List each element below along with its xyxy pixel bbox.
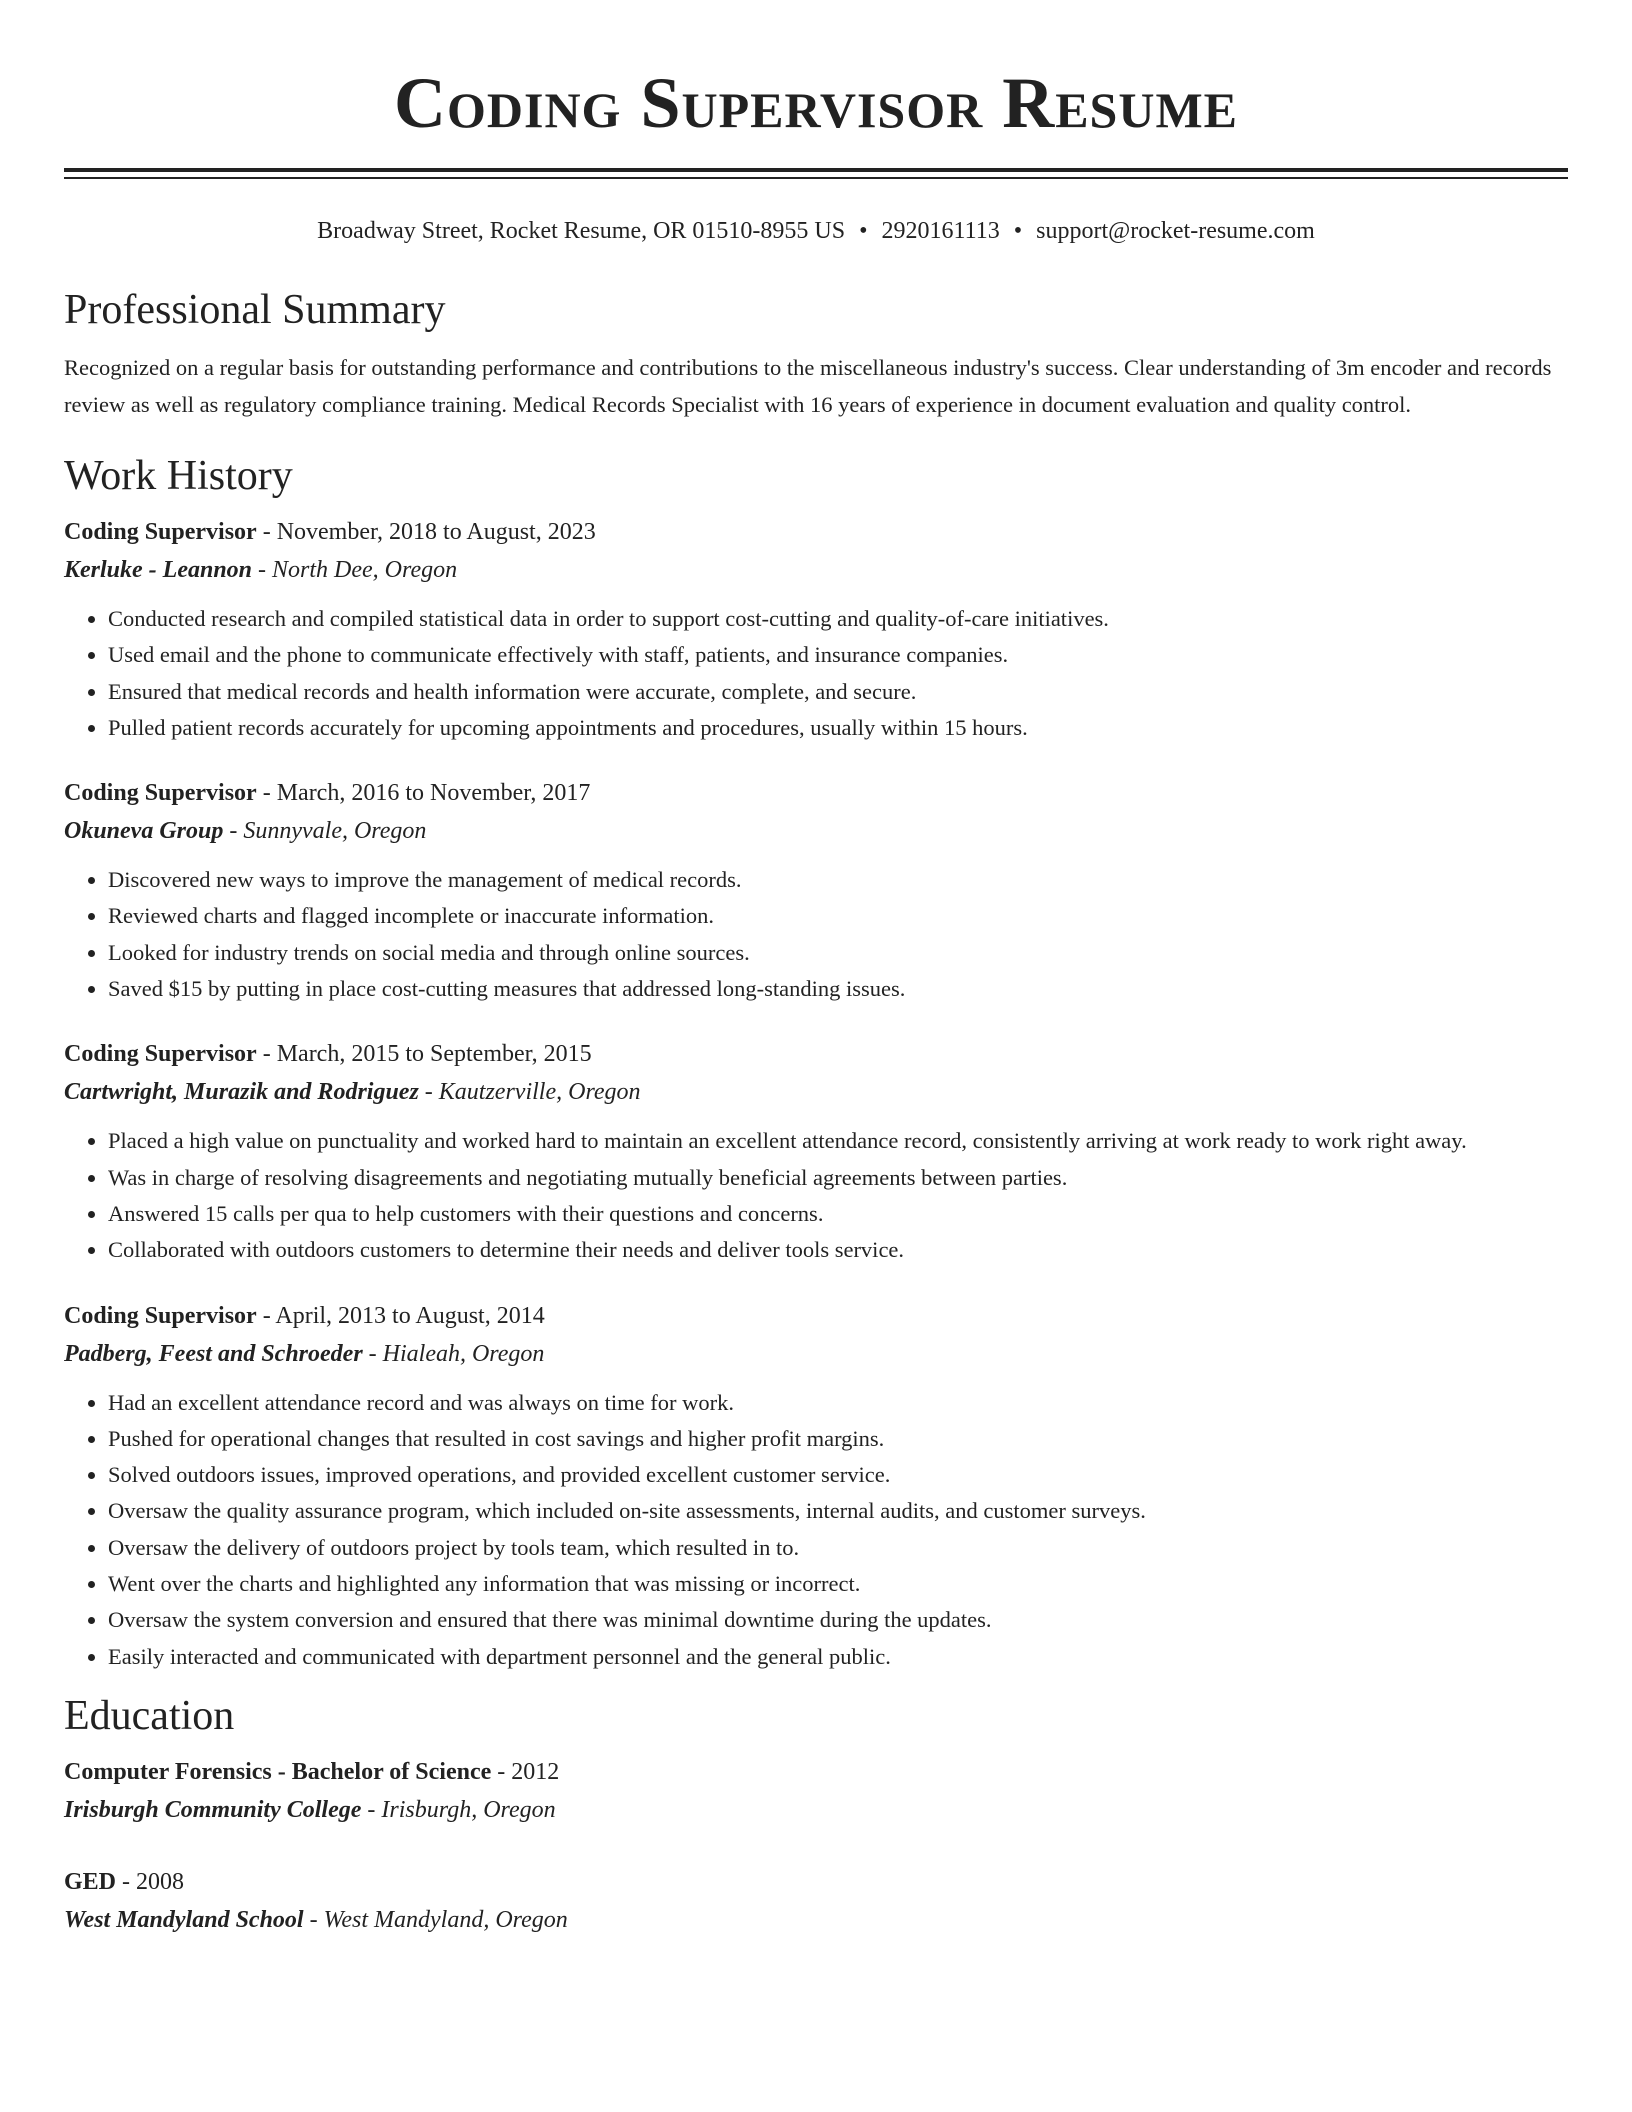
job-title-line (64, 513, 1568, 551)
degree-name: GED (64, 1868, 117, 1895)
contact-address: Broadway Street, Rocket Resume, OR 01510-8955 US (317, 218, 846, 244)
job-bullet: • Easily interacted and communicated with department personnel and the general public. (108, 1639, 1568, 1675)
job-bullets (64, 862, 1568, 1007)
job-dates: - March, 2015 to September, 2015 (256, 1041, 592, 1068)
company-location: - North Dee, Oregon (252, 557, 458, 583)
job-bullet: • Pulled patient records accurately for upcoming appointments and procedures, usually within 15 hours. (108, 710, 1568, 746)
job-entry (64, 513, 1568, 746)
job-bullet: • Conducted research and compiled statistical data in order to support cost-cutting and quality-of-care initiatives. (108, 601, 1568, 637)
job-bullets (64, 1385, 1568, 1675)
company-line (64, 551, 1568, 589)
job-bullet: • Oversaw the delivery of outdoors project by tools team, which resulted in to. (108, 1530, 1568, 1566)
degree-year: - 2012 (491, 1758, 560, 1785)
education-entry (64, 1863, 1568, 1939)
company-line (64, 1335, 1568, 1373)
education-heading: Education (64, 1692, 235, 1739)
job-bullet: • Placed a high value on punctuality and worked hard to maintain an excellent attendance record, consistently arriving at work ready to work right away. (108, 1123, 1568, 1159)
company-name: Okuneva Group (64, 818, 224, 845)
job-dates: - April, 2013 to August, 2014 (256, 1302, 545, 1329)
degree-line (64, 1753, 1568, 1791)
contact-line (64, 215, 1568, 247)
degree-line (64, 1863, 1568, 1901)
job-bullet: • Looked for industry trends on social media and through online sources. (108, 935, 1568, 971)
contact-email: support@rocket-resume.com (1036, 218, 1315, 244)
title-divider-thick (64, 168, 1568, 172)
degree-name: Computer Forensics - Bachelor of Science (64, 1758, 492, 1785)
school-location: - Irisburgh, Oregon (361, 1796, 556, 1823)
job-bullet: • Oversaw the system conversion and ensured that there was minimal downtime during the updates. (108, 1602, 1568, 1638)
contact-phone: 2920161113 (881, 218, 1000, 244)
job-bullets (64, 601, 1568, 746)
job-entry (64, 1297, 1568, 1675)
job-bullet: • Discovered new ways to improve the management of medical records. (108, 862, 1568, 898)
company-line (64, 812, 1568, 850)
job-bullet: • Answered 15 calls per qua to help customers with their questions and concerns. (108, 1196, 1568, 1232)
company-location: - Hialeah, Oregon (362, 1340, 545, 1367)
job-title-line (64, 774, 1568, 812)
school-line (64, 1901, 1568, 1939)
company-line (64, 1073, 1568, 1111)
job-bullet: • Collaborated with outdoors customers to determine their needs and deliver tools service. (108, 1232, 1568, 1268)
company-location: - Kautzerville, Oregon (418, 1079, 641, 1106)
job-dates: - November, 2018 to August, 2023 (256, 519, 596, 545)
job-title: Coding Supervisor (64, 780, 257, 807)
job-title-line (64, 1035, 1568, 1073)
degree-year: - 2008 (116, 1868, 185, 1895)
job-title: Coding Supervisor (64, 1041, 257, 1068)
resume-title: Coding Supervisor Resume (393, 63, 1239, 143)
job-bullet: • Had an excellent attendance record and was always on time for work. (108, 1385, 1568, 1421)
title-divider-thin (64, 177, 1568, 179)
school-line (64, 1791, 1568, 1829)
job-entry (64, 774, 1568, 1007)
job-bullet: • Used email and the phone to communicate effectively with staff, patients, and insurance companies. (108, 637, 1568, 673)
summary-heading: Professional Summary (64, 287, 446, 333)
school-location: - West Mandyland, Oregon (303, 1906, 568, 1933)
company-name: Cartwright, Murazik and Rodriguez (64, 1079, 419, 1106)
job-bullets (64, 1123, 1568, 1268)
job-entry (64, 1035, 1568, 1268)
school-name: West Mandyland School (64, 1906, 304, 1933)
company-name: Kerluke - Leannon (64, 557, 253, 583)
job-bullet: • Pushed for operational changes that resulted in cost savings and higher profit margins. (108, 1421, 1568, 1457)
job-bullet: • Solved outdoors issues, improved operations, and provided excellent customer service. (108, 1457, 1568, 1493)
job-title: Coding Supervisor (64, 1302, 257, 1329)
education-entry (64, 1753, 1568, 1829)
job-bullet: • Ensured that medical records and health information were accurate, complete, and secure. (108, 674, 1568, 710)
company-location: - Sunnyvale, Oregon (223, 818, 427, 845)
school-name: Irisburgh Community College (64, 1796, 362, 1823)
job-title: Coding Supervisor (64, 519, 257, 545)
job-bullet: • Went over the charts and highlighted any information that was missing or incorrect. (108, 1566, 1568, 1602)
summary-text: Recognized on a regular basis for outstanding performance and contributions to the miscellaneous industry's success. Clear understanding of 3m encoder and records review as well as regulatory compliance training. Medical Records Specialist with 16 years of experience in document evaluation and quality control. (64, 355, 1552, 417)
job-bullet: • Reviewed charts and flagged incomplete or inaccurate information. (108, 898, 1568, 934)
job-bullet: • Saved $15 by putting in place cost-cutting measures that addressed long-standing issues. (108, 971, 1568, 1007)
company-name: Padberg, Feest and Schroeder (64, 1340, 363, 1367)
work-history-heading: Work History (64, 453, 293, 499)
job-bullet: • Oversaw the quality assurance program, which included on-site assessments, internal audits, and customer surveys. (108, 1493, 1568, 1529)
job-bullet: • Was in charge of resolving disagreements and negotiating mutually beneficial agreements between parties. (108, 1160, 1568, 1196)
job-dates: - March, 2016 to November, 2017 (256, 780, 591, 807)
job-title-line (64, 1297, 1568, 1335)
contact-separator: • (1013, 218, 1023, 244)
contact-separator: • (859, 218, 868, 244)
